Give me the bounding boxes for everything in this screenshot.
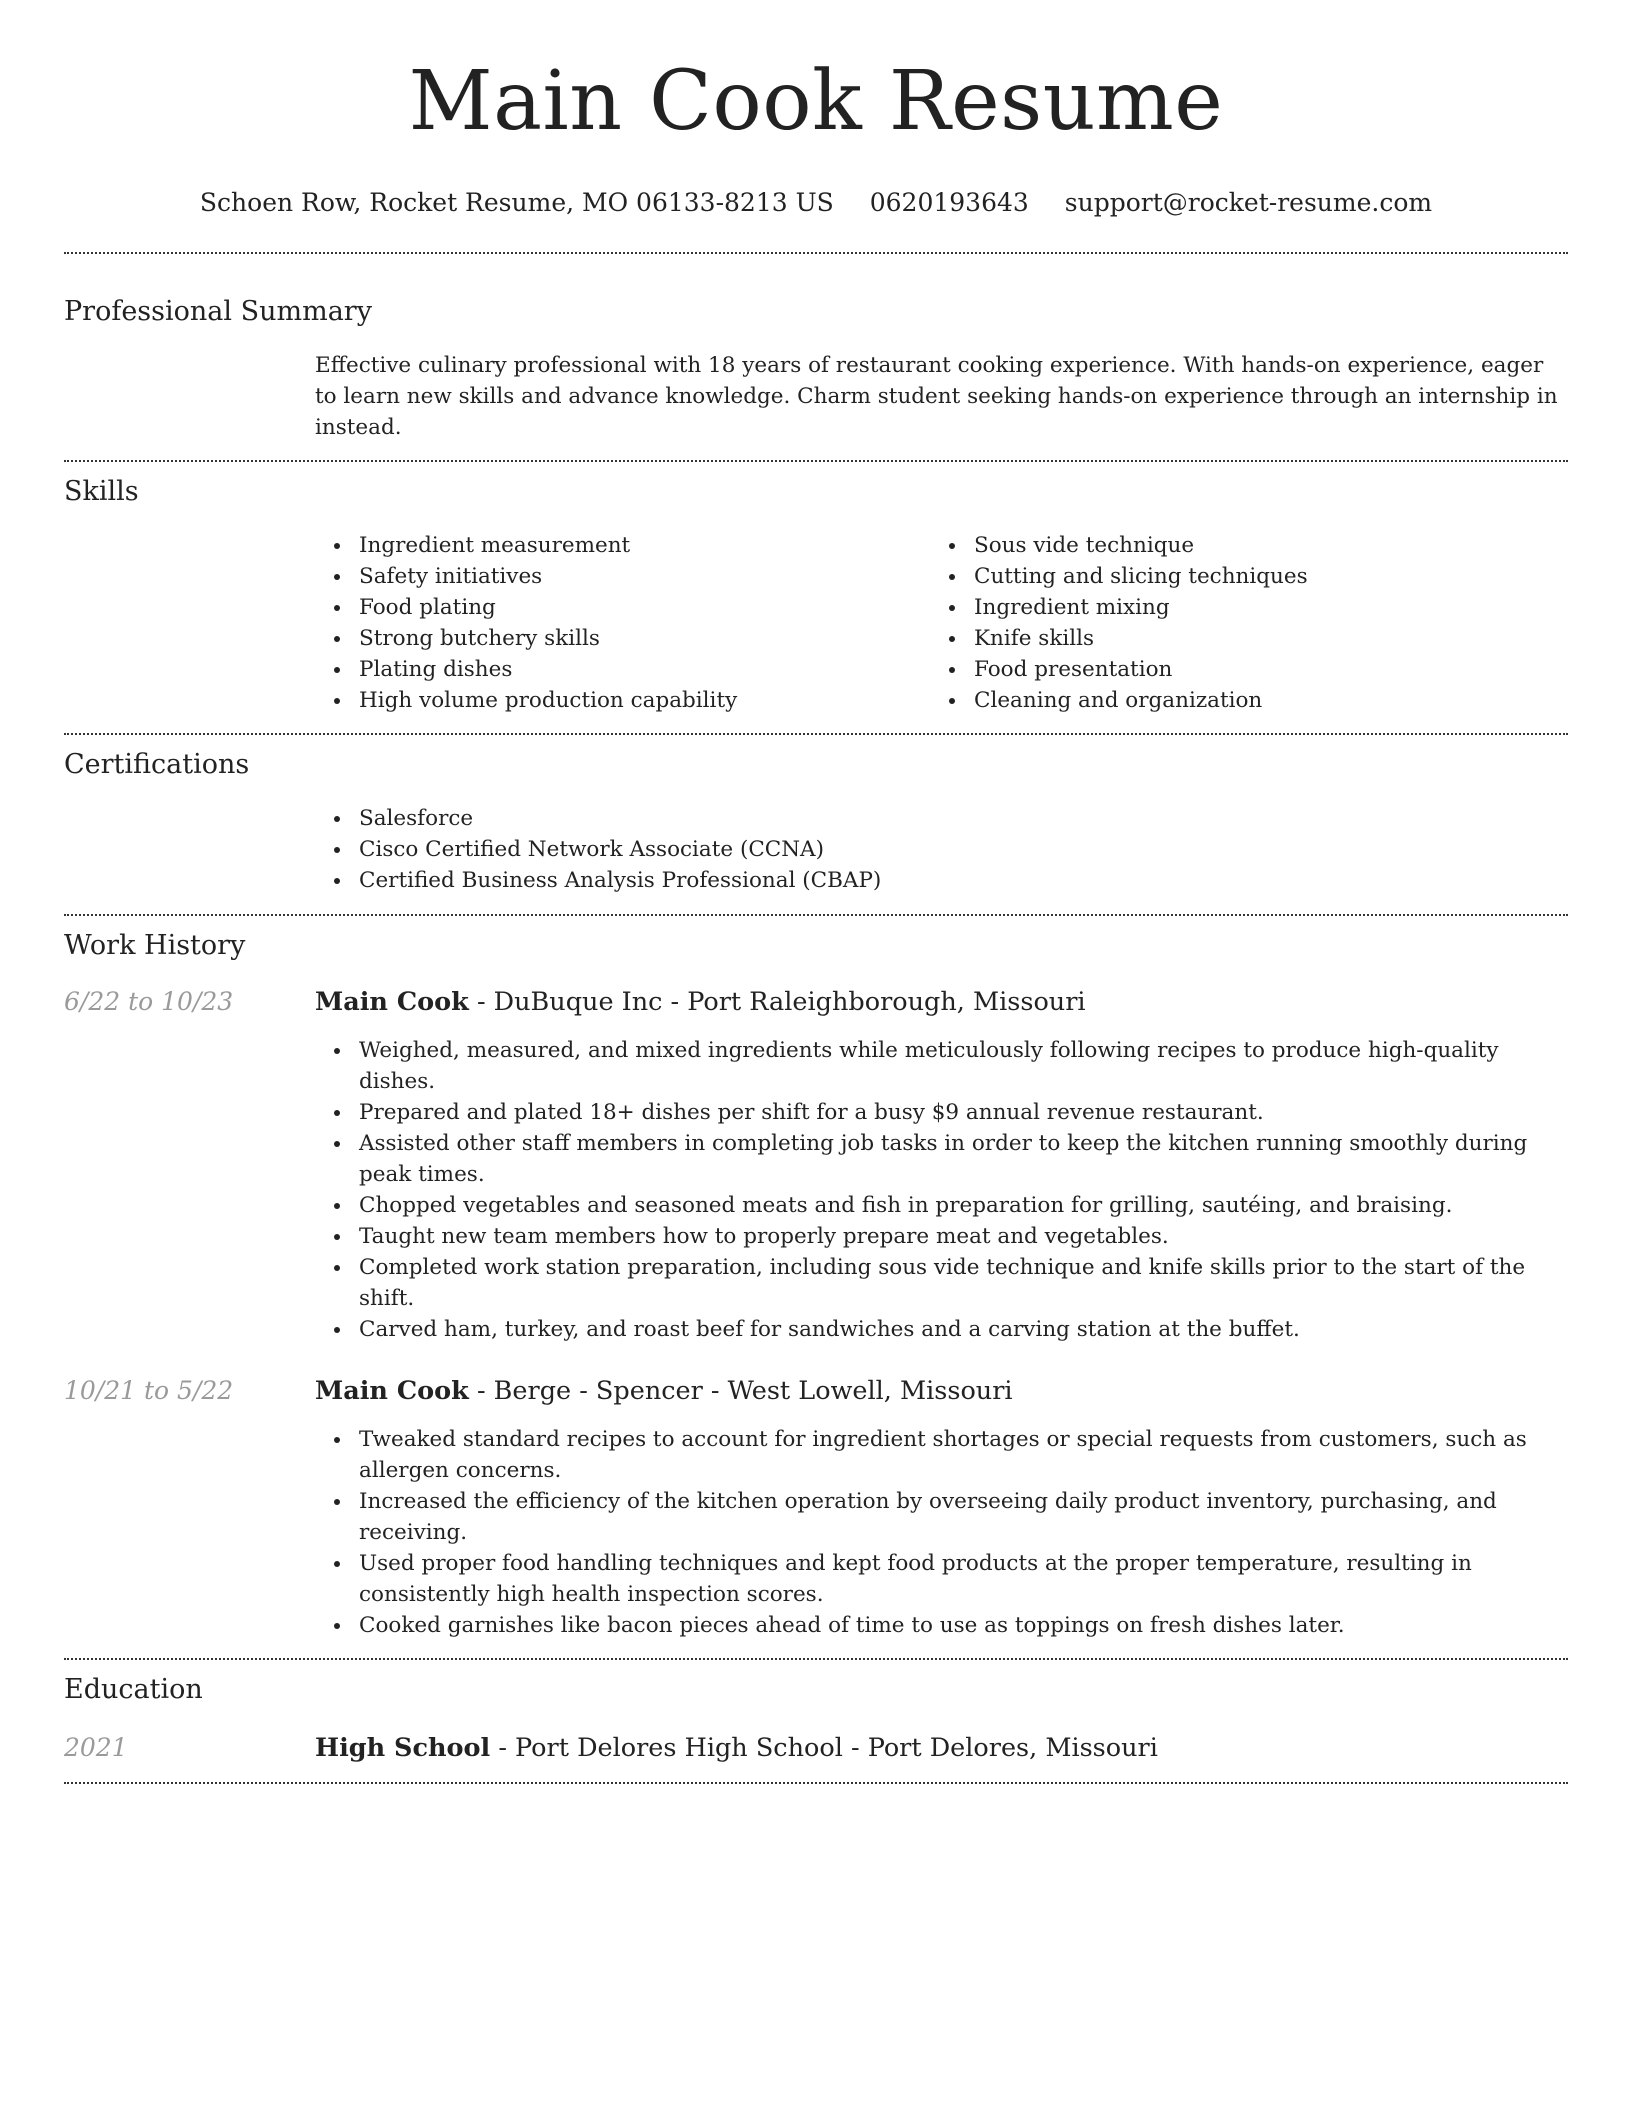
education-section bbox=[64, 1674, 1568, 1764]
contact-info bbox=[64, 188, 1568, 218]
section-divider bbox=[64, 252, 1568, 254]
skill-item: High volume production capability bbox=[315, 685, 930, 716]
section-divider bbox=[64, 914, 1568, 916]
job-bullet: Weighed, measured, and mixed ingredients while meticulously following recipes to produce high-quality dishes. bbox=[315, 1035, 1568, 1097]
summary-section bbox=[64, 296, 1568, 443]
section-divider bbox=[64, 733, 1568, 735]
resume-title: Main Cook Resume bbox=[408, 54, 1224, 149]
certification-item: Certified Business Analysis Professional (CBAP) bbox=[315, 865, 1568, 896]
skills-left-column bbox=[315, 530, 930, 716]
job-date: 6/22 to 10/23 bbox=[64, 987, 234, 1016]
job-bullet: Taught new team members how to properly prepare meat and vegetables. bbox=[315, 1221, 1568, 1252]
education-heading-line bbox=[315, 1732, 1568, 1764]
skill-item: Food plating bbox=[315, 592, 930, 623]
summary-text: Effective culinary professional with 18 years of restaurant cooking experience. With hands-on experience, eager to learn new skills and advance knowledge. Charm student seeking hands-on experience through an internship in instead. bbox=[315, 353, 1558, 440]
skill-item: Cutting and slicing techniques bbox=[930, 561, 1545, 592]
skills-heading: Skills bbox=[64, 476, 139, 507]
skills-list bbox=[315, 530, 1568, 716]
job-bullet: Tweaked standard recipes to account for ingredient shortages or special requests from customers, such as allergen concerns. bbox=[315, 1424, 1568, 1486]
job-details: - Berge - Spencer - West Lowell, Missouri bbox=[468, 1376, 1013, 1406]
summary-heading: Professional Summary bbox=[64, 296, 372, 327]
certification-item: Salesforce bbox=[315, 803, 1568, 834]
skill-item: Safety initiatives bbox=[315, 561, 930, 592]
job-bullet: Carved ham, turkey, and roast beef for sandwiches and a carving station at the buffet. bbox=[315, 1314, 1568, 1345]
skill-item: Sous vide technique bbox=[930, 530, 1545, 561]
certification-item: Cisco Certified Network Associate (CCNA) bbox=[315, 834, 1568, 865]
work-history-heading: Work History bbox=[64, 930, 246, 961]
job-bullets bbox=[315, 1424, 1568, 1641]
work-history-section bbox=[64, 930, 1568, 1641]
job-bullets bbox=[315, 1035, 1568, 1345]
education-heading: Education bbox=[64, 1674, 203, 1705]
skill-item: Ingredient measurement bbox=[315, 530, 930, 561]
certifications-section bbox=[64, 749, 1568, 896]
section-divider bbox=[64, 460, 1568, 462]
job-entry bbox=[64, 986, 1568, 1345]
education-entry bbox=[64, 1732, 1568, 1764]
job-bullet: Chopped vegetables and seasoned meats and fish in preparation for grilling, sautéing, and braising. bbox=[315, 1190, 1568, 1221]
job-role: Main Cook bbox=[315, 987, 469, 1017]
job-date: 10/21 to 5/22 bbox=[64, 1376, 234, 1405]
contact-address: Schoen Row, Rocket Resume, MO 06133-8213 US bbox=[199, 188, 834, 217]
job-details: - DuBuque Inc - Port Raleighborough, Missouri bbox=[468, 987, 1086, 1017]
skill-item: Strong butchery skills bbox=[315, 623, 930, 654]
section-divider bbox=[64, 1782, 1568, 1784]
skills-right-column bbox=[930, 530, 1545, 716]
skill-item: Plating dishes bbox=[315, 654, 930, 685]
job-role: Main Cook bbox=[315, 1376, 469, 1406]
education-date: 2021 bbox=[64, 1733, 128, 1762]
education-degree: High School bbox=[315, 1733, 491, 1763]
job-bullet: Cooked garnishes like bacon pieces ahead of time to use as toppings on fresh dishes later. bbox=[315, 1610, 1568, 1641]
job-bullet: Prepared and plated 18+ dishes per shift for a busy $9 annual revenue restaurant. bbox=[315, 1097, 1568, 1128]
skill-item: Ingredient mixing bbox=[930, 592, 1545, 623]
certifications-heading: Certifications bbox=[64, 749, 250, 780]
job-entry bbox=[64, 1375, 1568, 1641]
skill-item: Knife skills bbox=[930, 623, 1545, 654]
job-bullet: Increased the efficiency of the kitchen operation by overseeing daily product inventory, purchasing, and receiving. bbox=[315, 1486, 1568, 1548]
job-bullet: Assisted other staff members in completing job tasks in order to keep the kitchen running smoothly during peak times. bbox=[315, 1128, 1568, 1190]
job-bullet: Completed work station preparation, including sous vide technique and knife skills prior to the start of the shift. bbox=[315, 1252, 1568, 1314]
education-details: - Port Delores High School - Port Delores, Missouri bbox=[490, 1733, 1158, 1763]
contact-phone: 0620193643 bbox=[869, 188, 1029, 217]
skill-item: Food presentation bbox=[930, 654, 1545, 685]
contact-email: support@rocket-resume.com bbox=[1064, 188, 1433, 217]
section-divider bbox=[64, 1658, 1568, 1660]
certifications-list bbox=[315, 803, 1568, 896]
job-heading bbox=[315, 1375, 1568, 1407]
skills-section bbox=[64, 476, 1568, 716]
skill-item: Cleaning and organization bbox=[930, 685, 1545, 716]
job-bullet: Used proper food handling techniques and kept food products at the proper temperature, resulting in consistently high health inspection scores. bbox=[315, 1548, 1568, 1610]
job-heading bbox=[315, 986, 1568, 1018]
